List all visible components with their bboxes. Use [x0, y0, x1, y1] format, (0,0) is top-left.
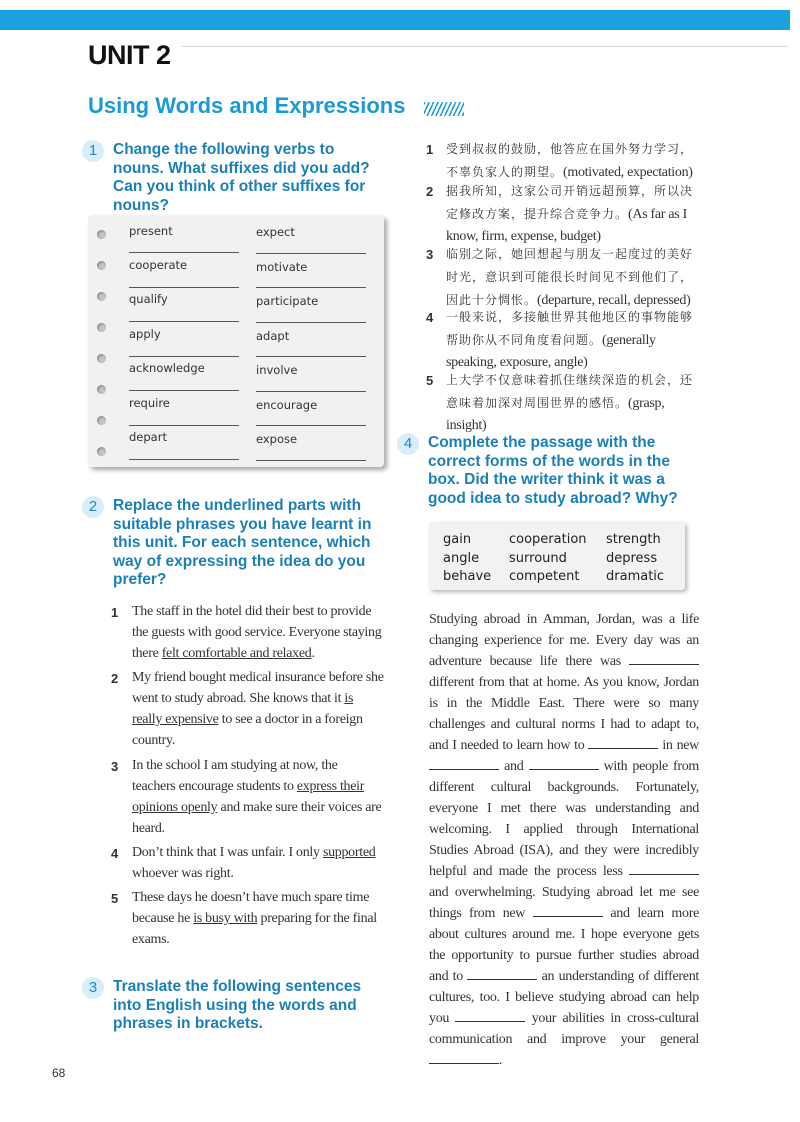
ring-hole-icon	[97, 354, 106, 363]
translation-item: 上大学不仅意味着抓住继续深造的机会，还意味着加深对周围世界的感悟。(grasp, insight)	[446, 373, 694, 433]
item-number: 3	[426, 247, 434, 262]
item-number: 1	[426, 142, 434, 157]
verb-word: require	[129, 396, 170, 410]
underlined-phrase: felt comfortable and relaxed	[161, 646, 312, 661]
blank-field[interactable]	[429, 757, 499, 770]
answer-line[interactable]	[256, 425, 366, 426]
blank-field[interactable]	[467, 967, 537, 980]
verb-word: participate	[256, 294, 319, 308]
item-number: 3	[111, 759, 119, 774]
unit-title: UNIT 2	[88, 40, 171, 70]
verb-word: cooperate	[129, 258, 188, 272]
blank-field[interactable]	[429, 1051, 499, 1064]
answer-line[interactable]	[129, 252, 239, 253]
passage-text: Studying abroad in Amman, Jordan, was a life changing experience for me. Every day was an adventure because life there was different from that at home. As you know, Jordan is in the Middle East. There were so many challenges and cultural norms I had to adapt to, and I needed to learn how to in new and with people from different cultural backgrounds. Fortunately, everyone I met there was understanding and welcoming. I applied through International Studies Abroad (ISA), and they were incredibly helpful and made the process less and overwhelming. Studying abroad let me see things from new and learn more about cultures around me. I hope everyone gets the opportunity to pursue further studies abroad and to an understanding of different cultures, too. I believe studying abroad can help you your abilities in cross-cultural communication and improve your general .	[429, 612, 699, 1068]
sentence-item: In the school I am studying at now, the teachers encourage students to express their opinions openly and make sure their voices are heard.	[132, 758, 382, 836]
item-number: 5	[111, 891, 119, 906]
sentence-item: The staff in the hotel did their best to provide the guests with good service. Everyone staying there felt comfortable and relaxed.	[132, 604, 382, 661]
verb-word: involve	[256, 363, 298, 377]
answer-line[interactable]	[256, 253, 366, 254]
underlined-phrase: is busy with	[193, 911, 258, 926]
translation-item: 据我所知，这家公司开销远超预算，所以决定修改方案，提升综合竞争力。(As far as I know, firm, expense, budget)	[446, 184, 694, 244]
box-word: dramatic	[606, 569, 665, 584]
answer-line[interactable]	[256, 322, 366, 323]
item-number: 5	[426, 373, 434, 388]
task-1-instruction: Change the following verbs to nouns. What suffixes did you add? Can you think of other suffixes for nouns?	[113, 141, 370, 214]
box-word: surround	[509, 551, 567, 566]
verb-word: apply	[129, 327, 161, 341]
translation-item: 临别之际，她回想起与朋友一起度过的美好时光，意识到可能很长时间见不到他们了，因此十分惆怅。(departure, recall, depressed)	[446, 247, 694, 308]
answer-line[interactable]	[256, 460, 366, 461]
answer-line[interactable]	[129, 356, 239, 357]
box-word: competent	[509, 569, 580, 584]
ring-hole-icon	[97, 385, 106, 394]
verb-word: adapt	[256, 329, 290, 343]
verb-word: motivate	[256, 260, 308, 274]
answer-line[interactable]	[256, 391, 366, 392]
answer-line[interactable]	[129, 390, 239, 391]
sentence-item: Don’t think that I was unfair. I only supported whoever was right.	[132, 845, 376, 881]
page-number: 68	[52, 1066, 66, 1080]
verb-word: expose	[256, 432, 298, 446]
answer-line[interactable]	[129, 459, 239, 460]
word-box	[429, 522, 685, 590]
top-accent-bar	[0, 10, 790, 30]
answer-line[interactable]	[129, 425, 239, 426]
ring-hole-icon	[97, 447, 106, 456]
blank-field[interactable]	[533, 904, 603, 917]
verb-word: present	[129, 224, 173, 238]
item-number: 4	[111, 846, 119, 861]
item-number: 4	[426, 310, 434, 325]
verb-word: depart	[129, 430, 167, 444]
verb-word: qualify	[129, 292, 168, 306]
task-2-number: 2	[82, 496, 104, 518]
verb-word: expect	[256, 225, 295, 239]
task-4-instruction: Complete the passage with the correct forms of the words in the box. Did the writer think it was a good idea to study abroad? Why?	[428, 434, 678, 507]
ring-hole-icon	[97, 323, 106, 332]
underlined-phrase: supported	[322, 845, 376, 860]
hatch-decoration	[424, 102, 464, 116]
task-1-number: 1	[82, 140, 104, 162]
ring-hole-icon	[97, 261, 106, 270]
ring-hole-icon	[97, 292, 106, 301]
box-word: angle	[443, 551, 480, 566]
blank-field[interactable]	[455, 1009, 525, 1022]
blank-field[interactable]	[629, 862, 699, 875]
vocabulary-notebook-card	[88, 215, 384, 467]
box-word: gain	[443, 532, 472, 547]
blank-field[interactable]	[529, 757, 599, 770]
item-number: 2	[426, 184, 434, 199]
box-word: depress	[606, 551, 658, 566]
sentence-item: My friend bought medical insurance before she went to study abroad. She knows that it is really expensive to see a doctor in a foreign country.	[132, 670, 384, 748]
answer-line[interactable]	[256, 356, 366, 357]
translation-item: 受到叔叔的鼓励，他答应在国外努力学习，不辜负家人的期望。(motivated, expectation)	[446, 142, 694, 180]
underlined-phrase: express their opinions openly	[132, 779, 365, 815]
header-rule	[182, 46, 788, 47]
task-2-instruction: Replace the underlined parts with suitable phrases you have learnt in this unit. For each sentence, which way of expressing the idea do you prefer?	[113, 497, 372, 588]
ring-hole-icon	[97, 416, 106, 425]
box-word: strength	[606, 532, 661, 547]
ring-hole-icon	[97, 230, 106, 239]
task-3-instruction: Translate the following sentences into English using the words and phrases in brackets.	[113, 978, 362, 1032]
task-4-number: 4	[397, 433, 419, 455]
translation-item: 一般来说，多接触世界其他地区的事物能够帮助你从不同角度看问题。(generally speaking, exposure, angle)	[446, 310, 694, 370]
verb-word: acknowledge	[129, 361, 205, 375]
blank-field[interactable]	[629, 652, 699, 665]
task-3-number: 3	[82, 977, 104, 999]
answer-line[interactable]	[129, 287, 239, 288]
box-word: cooperation	[509, 532, 587, 547]
answer-line[interactable]	[129, 321, 239, 322]
blank-field[interactable]	[588, 736, 658, 749]
item-number: 1	[111, 605, 119, 620]
section-title: Using Words and Expressions	[88, 93, 406, 118]
sentence-item: These days he doesn’t have much spare time because he is busy with preparing for the final exams.	[132, 890, 377, 947]
item-number: 2	[111, 671, 119, 686]
underlined-phrase: is really expensive	[132, 691, 354, 727]
verb-word: encourage	[256, 398, 318, 412]
answer-line[interactable]	[256, 287, 366, 288]
box-word: behave	[443, 569, 492, 584]
